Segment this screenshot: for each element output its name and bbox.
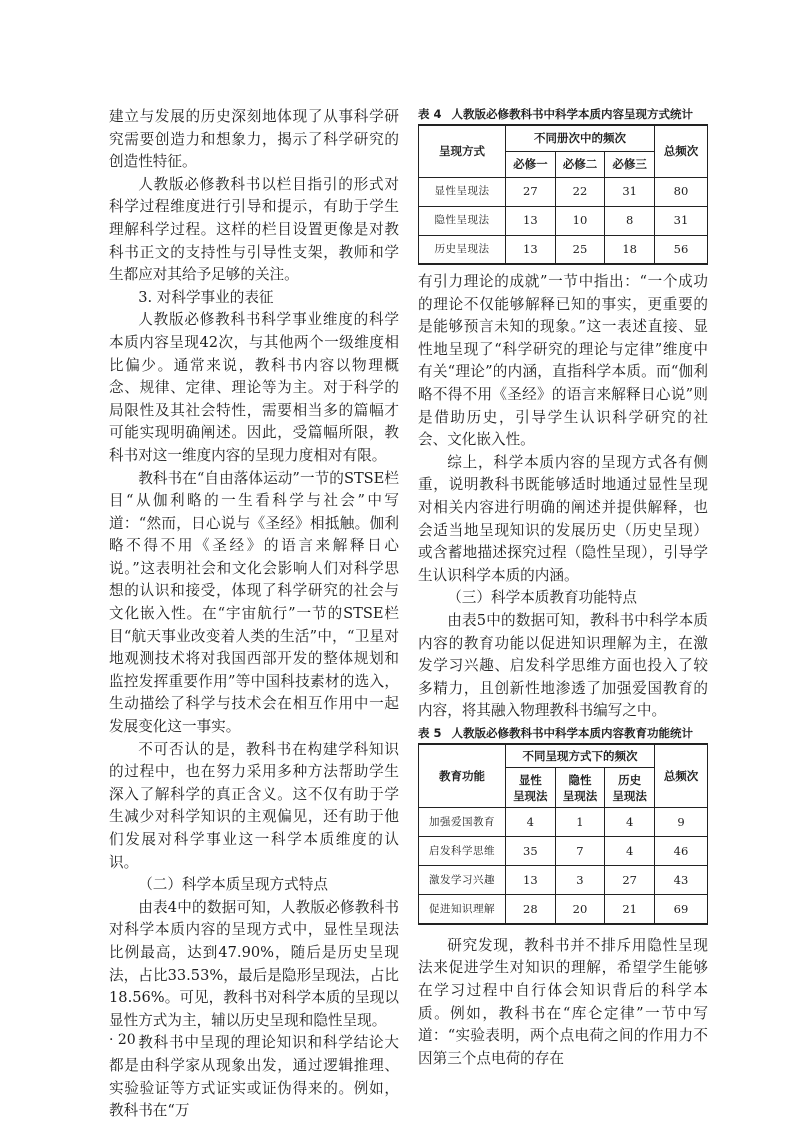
paragraph: 由表4中的数据可知，人教版必修教科书对科学本质内容的呈现方式中，显性呈现法比例最高，达到47.90%，随后是历史呈现法，占比33.53%，最后是隐形呈现法，占比18.56%。可见，教科书对科学本质的呈现以显性方式为主，辅以历史呈现和隐性呈现。	[109, 898, 399, 1029]
total-cell: 69	[655, 895, 708, 924]
table-title: 人教版必修教科书中科学本质内容教育功能统计	[451, 725, 694, 740]
cell: 1	[555, 808, 605, 837]
table-title: 人教版必修教科书中科学本质内容呈现方式统计	[451, 107, 694, 121]
cell: 35	[506, 837, 556, 866]
cell: 4	[605, 837, 655, 866]
table-row	[419, 206, 708, 235]
paragraph: 研究发现，教科书并不排斥用隐性呈现法来促进学生对知识的理解，希望学生能够在学习过程中自行体会知识背后的科学本质。例如，教科书在“库仑定律”一节中写道：“实验表明，两个点电荷之间的作用力不因第三个点电荷的存在	[418, 936, 708, 1067]
paragraph: 有引力理论的成就”一节中指出：“一个成功的理论不仅能够解释已知的事实，更重要的是能够预言未知的现象。”这一表述直接、显性地呈现了“科学研究的理论与定律”维度中有关“理论”的内涵，直指科学本质。而“伽利略不得不用《圣经》的语言来解释日心说”则是借助历史，引导学生认识科学研究的社会、文化嵌入性。	[418, 273, 708, 449]
subsection-heading: 3. 对科学事业的表征	[138, 288, 274, 306]
section-heading: （三）科学本质教育功能特点	[447, 589, 637, 607]
cell: 21	[605, 895, 655, 924]
total-cell: 9	[655, 808, 708, 837]
total-header: 总频次	[655, 125, 708, 177]
section-heading: （二）科学本质呈现方式特点	[138, 876, 328, 894]
table-caption	[418, 106, 708, 122]
page-number: · 20 ·	[109, 1032, 145, 1048]
presentation-method-table	[418, 124, 708, 265]
cell: 28	[506, 895, 556, 924]
table-row	[419, 866, 708, 895]
column-header: 必修二	[555, 151, 605, 177]
total-cell: 31	[655, 206, 708, 235]
row-label: 促进知识理解	[419, 895, 506, 924]
cell: 20	[555, 895, 605, 924]
cell: 31	[605, 177, 655, 206]
row-label: 激发学习兴趣	[419, 866, 506, 895]
total-cell: 56	[655, 235, 708, 264]
cell: 22	[555, 177, 605, 206]
table-row	[419, 895, 708, 924]
paragraph: 教科书中呈现的理论知识和科学结论大都是由科学家从现象出发，通过逻辑推理、实验验证等方式证实或证伪得来的。例如，教科书在“万	[109, 1034, 399, 1120]
cell: 13	[506, 206, 556, 235]
group-header: 不同呈现方式下的频次	[506, 744, 655, 768]
cell: 4	[605, 808, 655, 837]
table-row	[419, 837, 708, 866]
row-label: 隐性呈现法	[419, 206, 506, 235]
cell: 13	[506, 235, 556, 264]
row-label: 加强爱国教育	[419, 808, 506, 837]
row-header: 呈现方式	[419, 125, 506, 177]
cell: 4	[506, 808, 556, 837]
paragraph: 不可否认的是，教科书在构建学科知识的过程中，也在努力采用多种方法帮助学生深入了解科学的真正含义。这不仅有助于学生减少对科学知识的主观偏见，还有助于他们发展对科学事业这一科学本质维度的认识。	[109, 740, 399, 871]
column-header: 必修一	[506, 151, 556, 177]
paragraph: 建立与发展的历史深刻地体现了从事科学研究需要创造力和想象力，揭示了科学研究的创造性特征。	[109, 108, 399, 171]
table-number: 表 4	[418, 107, 442, 121]
cell: 13	[506, 866, 556, 895]
row-label: 显性呈现法	[419, 177, 506, 206]
paragraph: 人教版必修教科书科学事业维度的科学本质内容呈现42次，与其他两个一级维度相比偏少。通常来说，教科书内容以物理概念、规律、定律、理论等为主。对于科学的局限性及其社会特性，需要相当多的篇幅才可能实现明确阐述。因此，受篇幅所限，教科书对这一维度内容的呈现力度相对有限。	[109, 311, 399, 464]
paragraph: 综上，科学本质内容的呈现方式各有侧重，说明教科书既能够适时地通过显性呈现对相关内容进行明确的阐述并提供解释，也会适当地呈现知识的发展历史（历史呈现）或含蓄地描述探究过程（隐性呈现），引导学生认识科学本质的内涵。	[418, 453, 708, 584]
total-header: 总频次	[655, 744, 708, 808]
cell: 27	[605, 866, 655, 895]
table-number: 表 5	[418, 725, 442, 740]
right-column	[418, 106, 708, 1070]
left-column	[109, 106, 399, 1123]
table-row	[419, 235, 708, 264]
cell: 8	[605, 206, 655, 235]
column-header: 历史 呈现法	[605, 768, 655, 808]
cell: 3	[555, 866, 605, 895]
total-cell: 46	[655, 837, 708, 866]
cell: 27	[506, 177, 556, 206]
cell: 7	[555, 837, 605, 866]
paragraph: 教科书在“自由落体运动”一节的STSE栏目“从伽利略的一生看科学与社会”中写道：“然而，日心说与《圣经》相抵触。伽利略不得不用《圣经》的语言来解释日心说。”这表明社会和文化会影响人们对科学思想的认识和接受，体现了科学研究的社会与文化嵌入性。在“宇宙航行”一节的STSE栏目“航天事业改变着人类的生活”中，“卫星对地观测技术将对我国西部开发的整体规划和监控发挥重要作用”等中国科技素材的选入，生动描绘了科学与技术会在相互作用中一起发展变化这一事实。	[109, 469, 399, 736]
cell: 25	[555, 235, 605, 264]
table-row	[419, 808, 708, 837]
row-label: 启发科学思维	[419, 837, 506, 866]
table-row	[419, 177, 708, 206]
column-header: 显性 呈现法	[506, 768, 556, 808]
total-cell: 43	[655, 866, 708, 895]
paragraph: 人教版必修教科书以栏目指引的形式对科学过程维度进行引导和提示，有助于学生理解科学过程。这样的栏目设置更像是对教科书正文的支持性与引导性支架，教师和学生都应对其给予足够的关注。	[109, 175, 399, 284]
total-cell: 80	[655, 177, 708, 206]
cell: 18	[605, 235, 655, 264]
table-caption	[418, 725, 708, 741]
paragraph: 由表5中的数据可知，教科书中科学本质内容的教育功能以促进知识理解为主，在激发学习兴趣、启发科学思维方面也投入了较多精力，且创新性地渗透了加强爱国教育的内容，将其融入物理教科书编写之中。	[418, 611, 708, 720]
row-label: 历史呈现法	[419, 235, 506, 264]
cell: 10	[555, 206, 605, 235]
education-function-table	[418, 743, 708, 925]
column-header: 必修三	[605, 151, 655, 177]
column-header: 隐性 呈现法	[555, 768, 605, 808]
group-header: 不同册次中的频次	[506, 125, 655, 151]
row-header: 教育功能	[419, 744, 506, 808]
